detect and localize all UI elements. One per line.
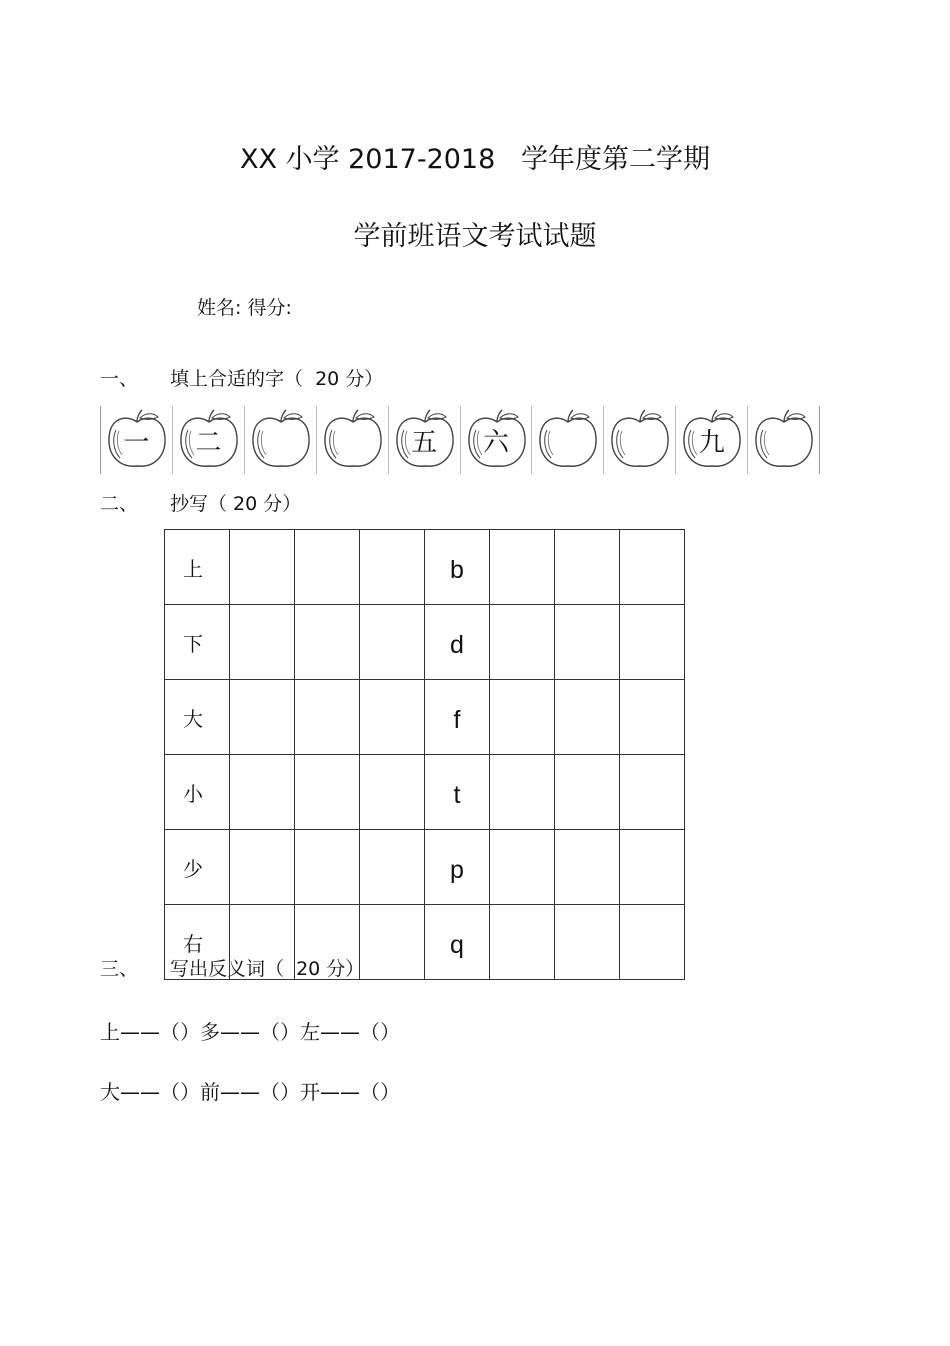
apple-cell [101,406,173,474]
grid-cell-blank [230,605,295,680]
section-number: 二、 [100,493,139,515]
apple-char: 六 [482,428,509,458]
grid-cell-blank [490,905,555,980]
grid-cell-blank [360,605,425,680]
grid-cell-blank [620,755,685,830]
apple-char: 五 [411,428,438,458]
grid-row [165,755,685,830]
page-subtitle: 学前班语文考试试题 [353,221,597,252]
grid-cell-hanzi: 上 [165,530,230,605]
grid-cell-blank [490,680,555,755]
grid-cell-blank [230,830,295,905]
grid-cell-blank [620,605,685,680]
apple-cell [317,406,389,474]
grid-cell-blank [360,680,425,755]
grid-cell-blank [295,680,360,755]
name-score-label: 姓名: 得分: [197,297,292,319]
grid-cell-blank [360,830,425,905]
grid-cell-blank [360,530,425,605]
grid-row [165,680,685,755]
grid-cell-hanzi: 大 [165,680,230,755]
grid-cell-letter: f [425,680,490,755]
grid-cell-letter: b [425,530,490,605]
grid-cell-blank [295,530,360,605]
copy-grid [164,529,685,980]
grid-cell-blank [360,905,425,980]
section-title: 抄写（ 20 分） [170,493,302,515]
apple-row [100,406,820,474]
grid-row [165,530,685,605]
section-number: 三、 [100,958,139,980]
apple-char: 二 [195,428,222,458]
apple-cell [461,406,533,474]
apple-cell [245,406,317,474]
grid-cell-blank [360,755,425,830]
apple-cell [604,406,676,474]
antonym-line-1: 上——（）多——（）左——（） [100,1020,400,1044]
section-3-heading [100,956,364,982]
grid-cell-blank [490,755,555,830]
apple-cell [676,406,748,474]
grid-cell-letter: d [425,605,490,680]
grid-cell-blank [490,605,555,680]
grid-cell-letter: q [425,905,490,980]
section-title: 写出反义词（ 20 分） [170,958,365,980]
grid-cell-blank [620,530,685,605]
section-title: 填上合适的字（ 20 分） [170,368,384,390]
grid-cell-blank [230,755,295,830]
grid-cell-blank [230,530,295,605]
grid-cell-blank [555,530,620,605]
grid-cell-blank [555,680,620,755]
apple-char: 九 [698,428,725,458]
apple-cell [389,406,461,474]
grid-cell-hanzi: 小 [165,755,230,830]
grid-cell-blank [620,905,685,980]
grid-cell-blank [295,605,360,680]
antonym-line-2: 大——（）前——（）开——（） [100,1080,400,1104]
section-number: 一、 [100,368,139,390]
apple-cell [532,406,604,474]
section-2-heading [100,491,301,517]
grid-cell-blank [555,905,620,980]
grid-cell-blank [555,755,620,830]
grid-cell-hanzi: 右 [165,905,230,980]
grid-cell-blank [295,755,360,830]
apple-char: 一 [123,428,150,458]
section-1-heading [100,366,383,392]
page-title: XX 小学 2017-2018 学年度第二学期 [239,144,711,175]
grid-cell-letter: t [425,755,490,830]
grid-cell-blank [555,830,620,905]
grid-cell-blank [620,680,685,755]
grid-cell-blank [295,830,360,905]
grid-cell-blank [555,605,620,680]
apple-cell [748,406,819,474]
grid-row [165,605,685,680]
grid-cell-blank [490,530,555,605]
grid-cell-hanzi: 下 [165,605,230,680]
grid-cell-blank [620,830,685,905]
grid-cell-blank [230,680,295,755]
grid-row [165,830,685,905]
grid-cell-hanzi: 少 [165,830,230,905]
apple-cell [173,406,245,474]
grid-cell-letter: p [425,830,490,905]
grid-cell-blank [490,830,555,905]
